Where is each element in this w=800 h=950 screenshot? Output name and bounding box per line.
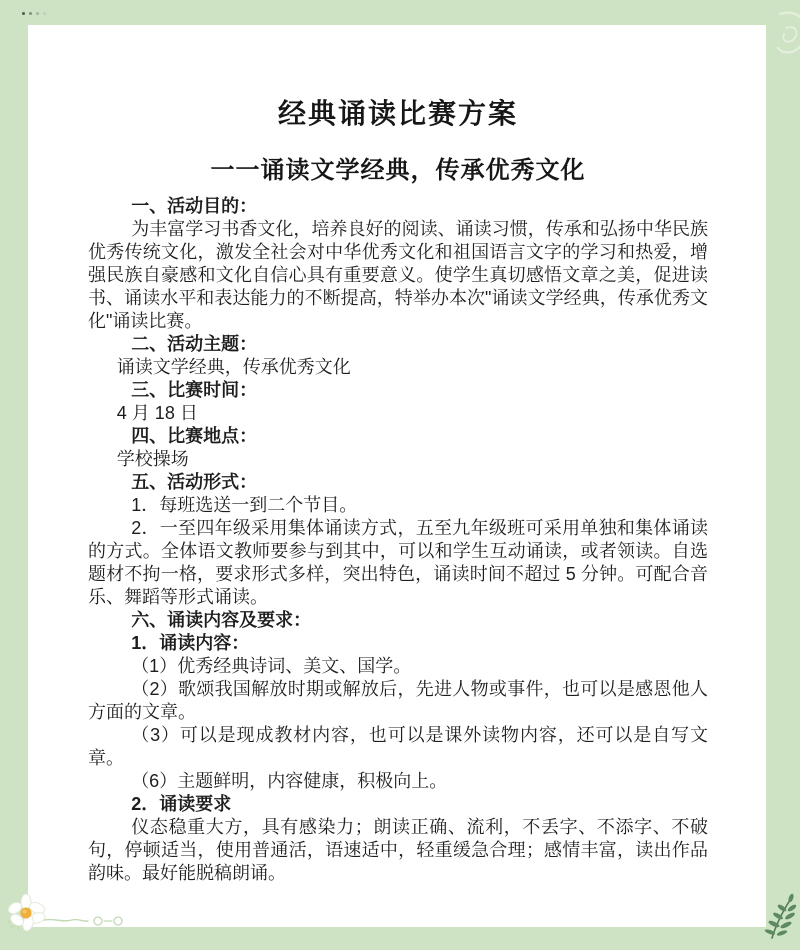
section-heading: 一、活动目的：: [131, 196, 258, 217]
dot-icon: [29, 12, 32, 15]
section-heading: 四、比赛地点：: [131, 426, 258, 447]
corner-dots-icon: [22, 12, 46, 15]
section-heading: 五、活动形式：: [131, 472, 258, 493]
content-line: 诵读文学经典，传承优秀文化: [116, 357, 351, 378]
document-subtitle: 一一诵读文学经典，传承优秀文化: [210, 156, 586, 184]
bracket-item: （2）歌颂我国解放时期或解放后，先进人物或事件，也可以是感恩他人方面的文章。: [88, 679, 708, 723]
dot-icon: [22, 12, 25, 15]
content-line: 4 月 18 日: [116, 403, 198, 424]
section-heading: 六、诵读内容及要求：: [131, 610, 312, 631]
bracket-item: （1）优秀经典诗词、美文、国学。: [131, 656, 412, 677]
swirl-doodle-icon: [766, 6, 800, 68]
document-title: 经典诵读比赛方案: [277, 98, 518, 129]
content-line: 学校操场: [116, 449, 189, 470]
document-body: [88, 195, 708, 885]
document-page: [28, 25, 766, 927]
numbered-item: 2．一至四年级采用集体诵读方式，五至九年级班可采用单独和集体诵读的方式。全体语文教师要参与到其中，可以和学生互动诵读，或者领读。自选题材不拘一格，要求形式多样，突出特色，诵读时间不超过 5 分钟。可配合音乐、舞蹈等形式诵读。: [88, 518, 708, 608]
dot-icon: [43, 12, 46, 15]
bracket-item: （3）可以是现成教材内容，也可以是课外读物内容，还可以是自写文章。: [88, 725, 708, 769]
sub-heading: 1．诵读内容：: [131, 633, 250, 654]
numbered-item: 1．每班选送一到二个节目。: [131, 495, 358, 516]
sub-heading: 2．诵读要求: [131, 794, 232, 815]
section-heading: 二、活动主题：: [131, 334, 258, 355]
paragraph: 为丰富学习书香文化，培养良好的阅读、诵读习惯，传承和弘扬中华民族优秀传统文化，激发全社会对中华优秀文化和祖国语言文字的学习和热爱，增强民族自豪感和文化自信心具有重要意义。使学生真切感悟文章之美，促进读书、诵读水平和表达能力的不断提高，特举办本次"诵读文学经典，传承优秀文化"诵读比赛。: [88, 219, 708, 332]
section-heading: 三、比赛时间：: [131, 380, 258, 401]
dot-icon: [36, 12, 39, 15]
paragraph: 仪态稳重大方，具有感染力；朗读正确、流利，不丢字、不添字、不破句，停顿适当，使用普通活，语速适中，轻重缓急合理；感情丰富，读出作品韵味。最好能脱稿朗诵。: [88, 817, 708, 884]
bracket-item: （6）主题鲜明，内容健康，积极向上。: [131, 771, 448, 792]
